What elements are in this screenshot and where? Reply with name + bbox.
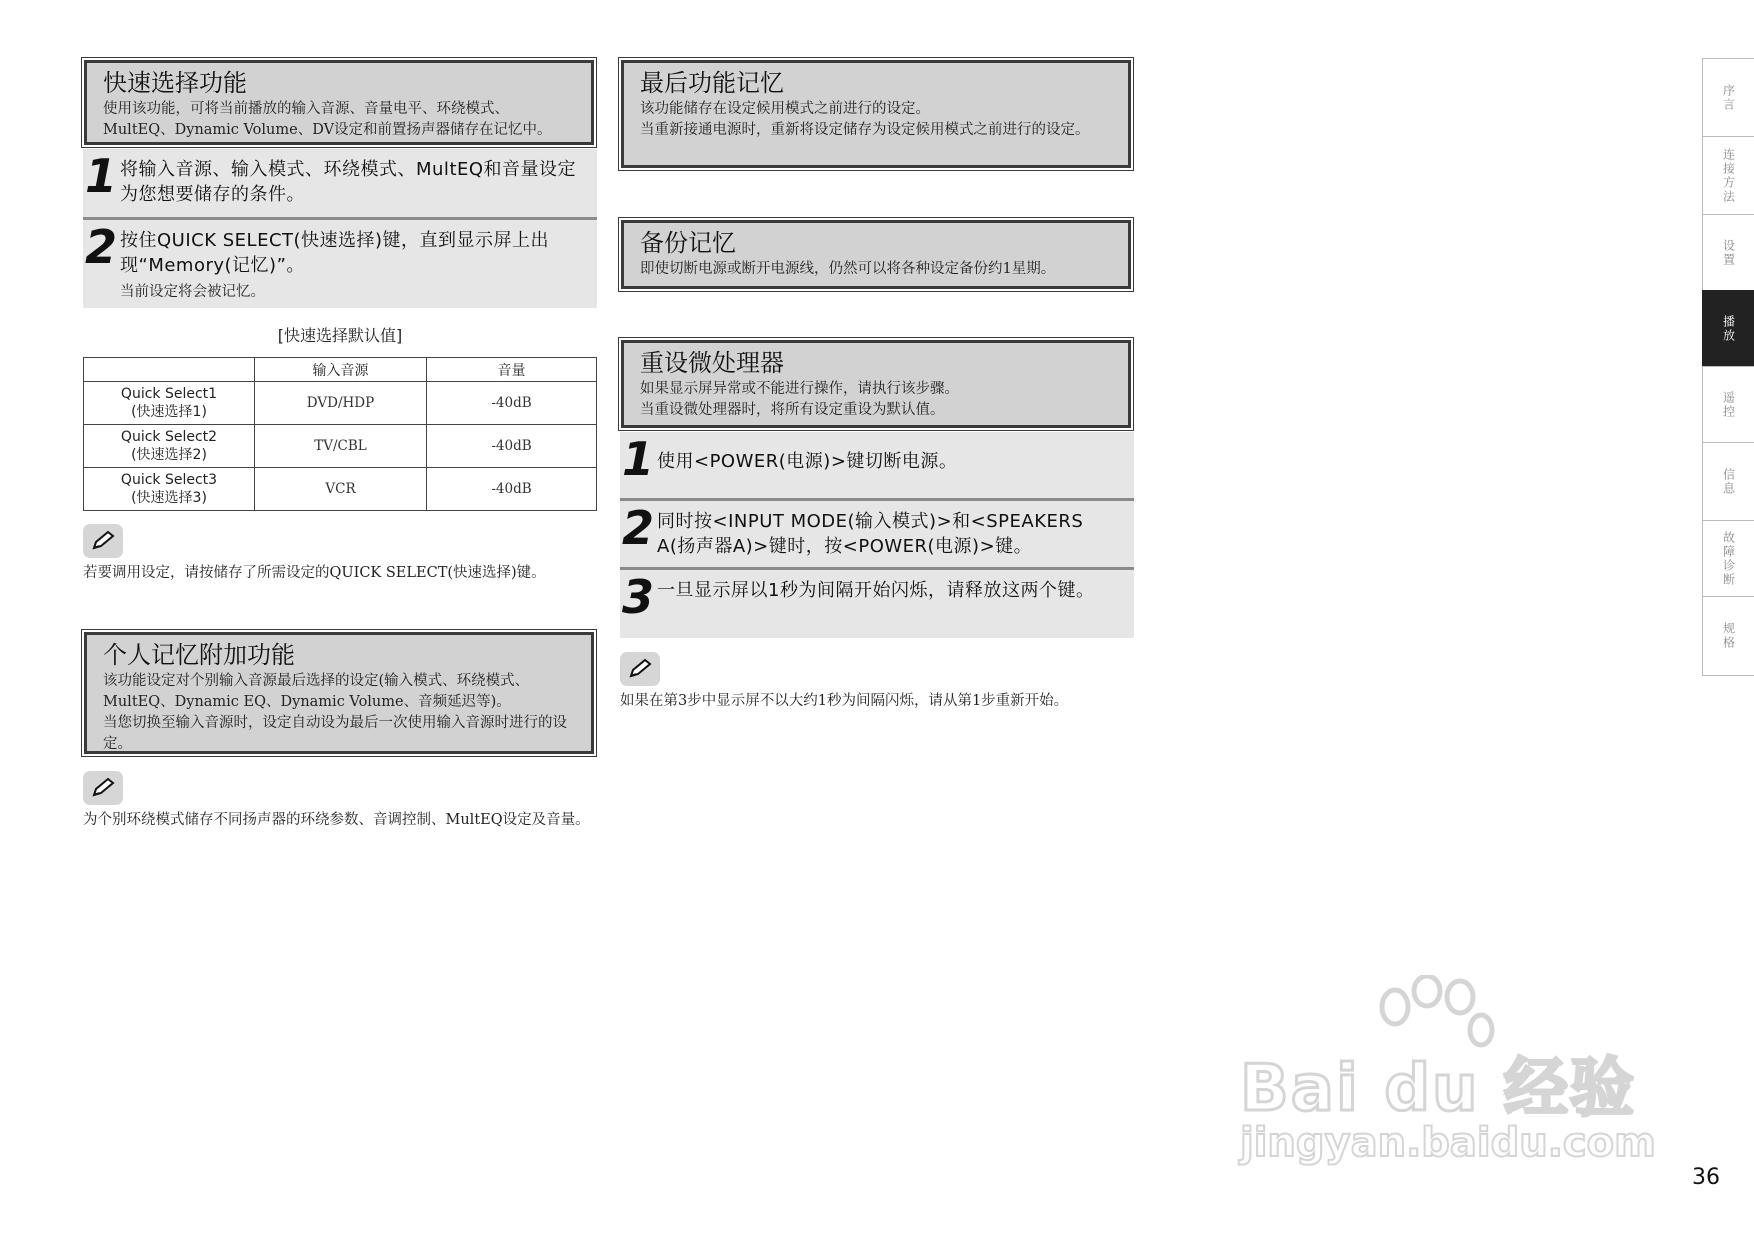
step-number: 1 (622, 432, 655, 486)
table-cell-source: TV/CBL (255, 425, 427, 468)
last-function-desc: 该功能储存在设定候用模式之前进行的设定。 (640, 101, 930, 117)
table-cell-name: Quick Select2 (快速选择2) (84, 425, 255, 468)
table-cell-source: VCR (255, 468, 427, 511)
side-tab-connection[interactable]: 连接方法 (1702, 136, 1754, 215)
table-cell-name: Quick Select3 (快速选择3) (84, 468, 255, 511)
step-text: 按住QUICK SELECT(快速选择)键，直到显示屏上出现“Memory(记忆)”。 (120, 230, 550, 276)
side-tab-preface[interactable]: 序言 (1702, 58, 1754, 137)
table-header-volume: 音量 (427, 358, 597, 382)
step-text: 一旦显示屏以1秒为间隔开始闪烁，请释放这两个键。 (657, 580, 1095, 601)
last-function-title: 最后功能记忆 (640, 69, 784, 97)
side-tab-info[interactable]: 信息 (1702, 442, 1754, 521)
reset-desc: 如果显示屏异常或不能进行操作，请执行该步骤。 (640, 381, 959, 397)
table-row (84, 468, 597, 511)
backup-title: 备份记忆 (640, 229, 736, 257)
step-text: 使用<POWER(电源)>键切断电源。 (657, 451, 958, 472)
last-function-desc-2: 当重新接通电源时，重新将设定储存为设定候用模式之前进行的设定。 (640, 122, 1090, 138)
quick-select-note: 若要调用设定，请按储存了所需设定的QUICK SELECT(快速选择)键。 (83, 565, 546, 581)
pencil-icon (83, 771, 123, 805)
table-caption: [快速选择默认值] (277, 326, 403, 345)
pencil-icon (620, 652, 660, 686)
table-row (84, 382, 597, 425)
step-number: 1 (85, 149, 118, 203)
reset-step-3 (620, 570, 1134, 638)
table-row (84, 425, 597, 468)
reset-step-2 (620, 501, 1134, 567)
quick-select-default-table (83, 357, 597, 511)
quick-select-title: 快速选择功能 (103, 69, 247, 97)
baidu-watermark (1240, 975, 1660, 1175)
backup-desc: 即使切断电源或断开电源线，仍然可以将各种设定备份约1星期。 (640, 261, 1056, 277)
reset-step-1 (620, 432, 1134, 498)
reset-header (621, 340, 1131, 428)
step-number: 2 (622, 501, 655, 555)
last-function-header (621, 60, 1131, 168)
table-cell-volume: -40dB (427, 425, 597, 468)
step-text: 同时按<INPUT MODE(输入模式)>和<SPEAKERS A(扬声器A)>键时，按<POWER(电源)>键。 (657, 511, 1084, 557)
step-subtext: 当前设定将会被记忆。 (120, 284, 265, 300)
watermark-brand: Bai du 经验 (1240, 1052, 1636, 1126)
personal-memory-desc: 该功能设定对个别输入音源最后选择的设定(输入模式、环绕模式、MultEQ、Dynamic EQ、Dynamic Volume、音频延迟等)。 (103, 673, 530, 710)
pencil-icon (83, 524, 123, 558)
table-cell-name: Quick Select1 (快速选择1) (84, 382, 255, 425)
watermark-url: jingyan.baidu.com (1240, 1120, 1656, 1166)
table-header-source: 输入音源 (255, 358, 427, 382)
side-tab-setup[interactable]: 设置 (1702, 214, 1754, 291)
table-cell-volume: -40dB (427, 382, 597, 425)
backup-header (621, 220, 1131, 289)
reset-desc-2: 当重设微处理器时，将所有设定重设为默认值。 (640, 402, 945, 418)
side-tab-troubleshooting[interactable]: 故障诊断 (1702, 520, 1754, 597)
table-header-empty (84, 358, 255, 382)
quick-select-header (84, 60, 594, 145)
quick-select-step-1 (83, 149, 597, 217)
side-tab-specs[interactable]: 规格 (1702, 596, 1754, 676)
table-header-row (84, 358, 597, 382)
page-number: 36 (1692, 1165, 1720, 1190)
step-number: 2 (85, 220, 118, 274)
personal-memory-note: 为个别环绕模式储存不同扬声器的环绕参数、音调控制、MultEQ设定及音量。 (83, 812, 590, 828)
reset-title: 重设微处理器 (640, 349, 784, 377)
side-tab-remote[interactable]: 遥控 (1702, 366, 1754, 443)
side-tab-playback[interactable]: 播放 (1702, 290, 1754, 367)
table-cell-source: DVD/HDP (255, 382, 427, 425)
table-cell-volume: -40dB (427, 468, 597, 511)
personal-memory-desc-2: 当您切换至输入音源时，设定自动设为最后一次使用输入音源时进行的设定。 (103, 715, 567, 752)
quick-select-step-2 (83, 220, 597, 308)
step-text: 将输入音源、输入模式、环绕模式、MultEQ和音量设定为您想要储存的条件。 (120, 159, 577, 205)
quick-select-desc: 使用该功能，可将当前播放的输入音源、音量电平、环绕模式、MultEQ、Dynamic Volume、DV设定和前置扬声器储存在记忆中。 (103, 101, 552, 138)
personal-memory-header (84, 632, 594, 754)
personal-memory-title: 个人记忆附加功能 (103, 641, 295, 669)
step-number: 3 (622, 570, 655, 624)
reset-note: 如果在第3步中显示屏不以大约1秒为间隔闪烁，请从第1步重新开始。 (620, 693, 1069, 709)
